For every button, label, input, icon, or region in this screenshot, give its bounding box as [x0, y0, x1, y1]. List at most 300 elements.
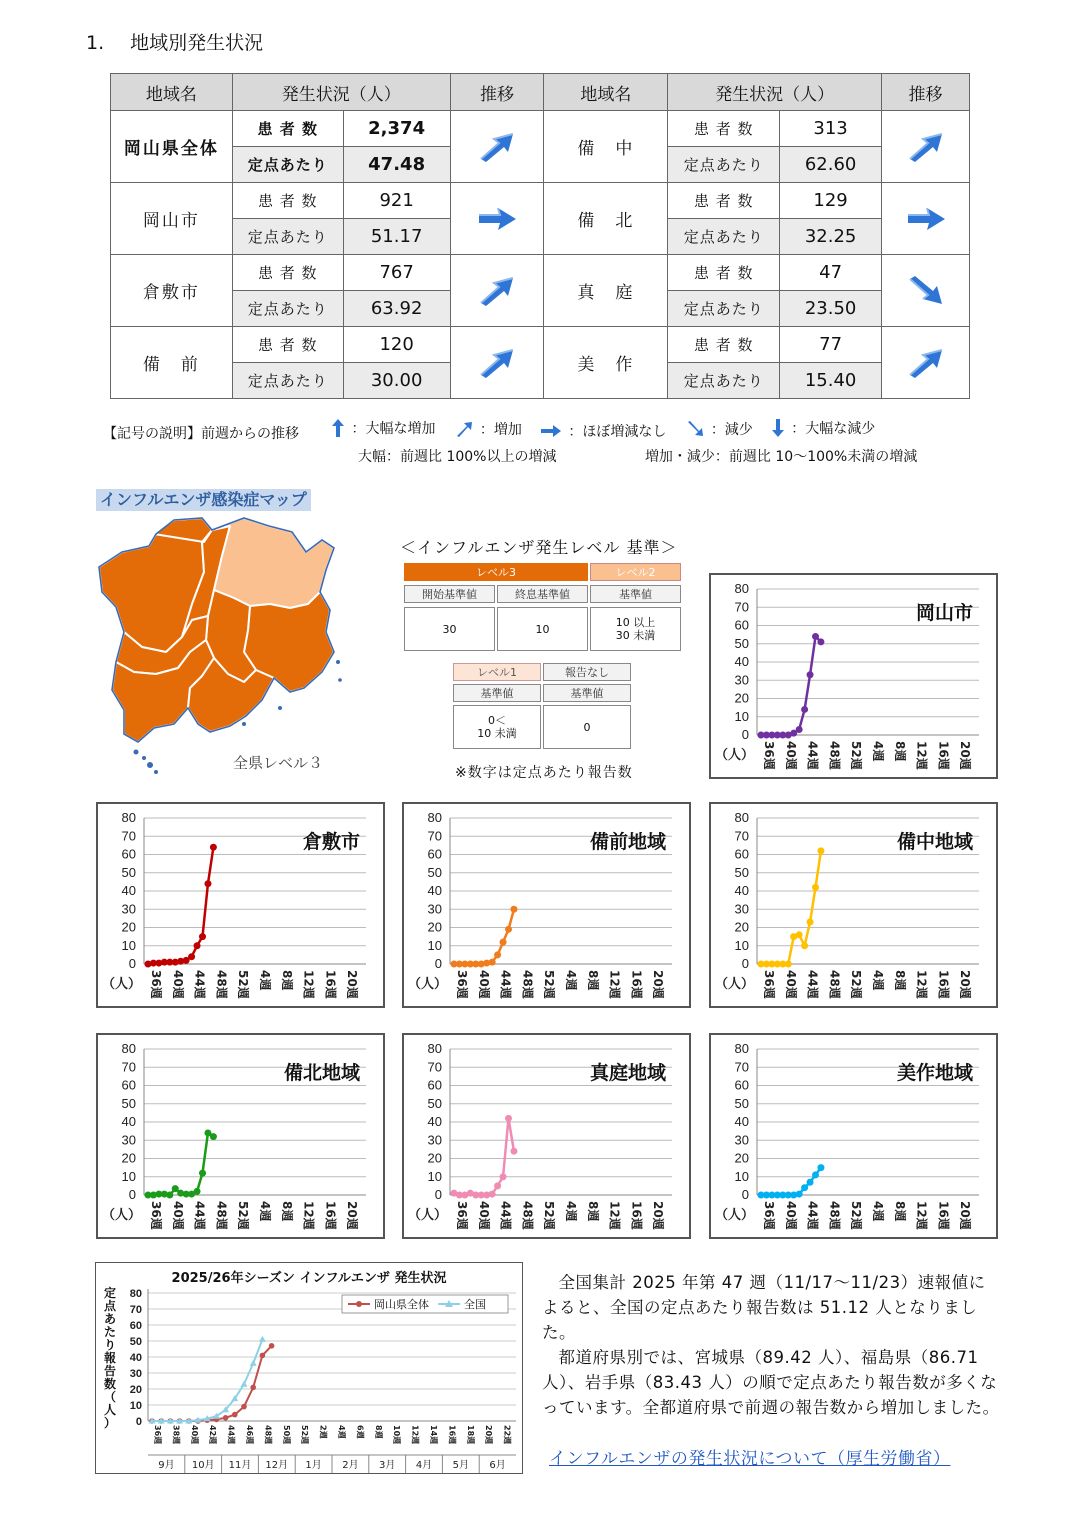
flat-icon: [451, 205, 544, 233]
y-tick-label: 70: [427, 828, 442, 844]
data-point: [796, 931, 803, 938]
map-title: インフルエンザ感染症マップ: [96, 489, 311, 511]
trend-cell: [882, 183, 970, 255]
data-point: [494, 1182, 501, 1189]
x-tick-label: 12週: [410, 1425, 420, 1445]
level-criteria-title: ＜インフルエンザ発生レベル 基準＞: [400, 538, 678, 557]
x-tick-label: 8週: [279, 970, 294, 991]
y-tick-label: 40: [734, 1114, 749, 1129]
label-patients: 患 者 数: [232, 111, 343, 147]
legend-label: ：増加: [479, 422, 522, 438]
level2-header: レベル2: [590, 563, 681, 581]
chart-title: 倉敷市: [302, 831, 360, 853]
trend-cell: [450, 183, 544, 255]
x-tick-label: 44週: [805, 970, 820, 999]
y-tick-label: 20: [734, 690, 749, 706]
region-name: 真 庭: [544, 255, 668, 327]
trend-cell: [450, 327, 544, 399]
header-status: 発生状況（人）: [232, 74, 450, 111]
season-chart-svg: [96, 1263, 522, 1473]
x-tick-label: 22週: [502, 1425, 512, 1445]
x-tick-label: 52週: [300, 1425, 310, 1445]
chart-title: 2025/26年シーズン インフルエンザ 発生状況: [171, 1271, 447, 1286]
decrease-icon: [685, 420, 705, 438]
chart-title: 真庭地域: [589, 1062, 666, 1084]
label-per-site: 定点あたり: [232, 363, 343, 399]
data-point: [500, 1173, 507, 1180]
y-tick-label: 40: [121, 1114, 136, 1129]
chart-bihoku: [96, 1033, 385, 1239]
y-tick-label: 80: [121, 1041, 136, 1056]
x-tick-label: 4週: [337, 1425, 346, 1439]
x-tick-label: 12週: [607, 1201, 622, 1230]
x-tick-label: 16週: [936, 741, 951, 770]
x-tick-label: 8週: [585, 970, 600, 991]
y-tick-label: 0: [128, 956, 136, 971]
data-point: [194, 1188, 201, 1195]
data-point: [801, 1184, 808, 1191]
series-line: [761, 851, 821, 964]
x-tick-label: 36週: [153, 1425, 162, 1445]
region-name: 岡山市: [111, 183, 233, 255]
x-tick-label: 48週: [214, 970, 229, 999]
regional-status-table: [110, 73, 970, 399]
x-tick-label: 40週: [783, 970, 798, 999]
series-line: [152, 1339, 262, 1421]
y-tick-label: 50: [734, 864, 749, 880]
per-site-value: 30.00: [343, 363, 450, 399]
legend-label: ：大幅な増加: [351, 421, 436, 437]
chart-title: 岡山市: [915, 602, 973, 624]
data-point: [241, 1404, 247, 1410]
y-tick-label: 50: [427, 864, 442, 880]
y-tick-label: 60: [427, 1077, 442, 1093]
chart-title: 備前地域: [589, 831, 666, 853]
national-summary: [542, 1270, 1002, 1420]
x-tick-label: 12週: [301, 1201, 316, 1230]
series-line: [148, 847, 213, 964]
y-tick-label: 40: [427, 883, 442, 898]
label-patients: 患 者 数: [232, 327, 343, 363]
x-tick-label: 44週: [226, 1425, 236, 1445]
data-point: [796, 726, 803, 733]
y-tick-label: 80: [734, 1041, 749, 1056]
y-tick-label: 10: [427, 1168, 442, 1184]
y-tick-label: 50: [734, 635, 749, 651]
per-site-value: 51.17: [343, 219, 450, 255]
y-tick-label: 0: [434, 956, 442, 971]
x-tick-label: 36週: [762, 1201, 776, 1230]
y-tick-label: 40: [734, 883, 749, 898]
y-tick-label: 10: [734, 1168, 749, 1184]
chart-svg: [98, 1035, 383, 1237]
y-tick-label: 70: [121, 828, 136, 844]
x-tick-label: 44週: [498, 970, 513, 999]
y-tick-label: 0: [128, 1187, 136, 1202]
label-per-site: 定点あたり: [668, 219, 780, 255]
x-tick-label: 20週: [651, 970, 666, 999]
x-tick-label: 4週: [258, 970, 272, 991]
label-patients: 患 者 数: [232, 183, 343, 219]
data-point: [801, 942, 808, 949]
level-note: ※数字は定点あたり報告数: [455, 765, 633, 781]
x-tick-label: 44週: [192, 970, 207, 999]
y-tick-label: 70: [734, 599, 749, 615]
data-point: [199, 933, 206, 940]
x-tick-label: 16週: [629, 970, 644, 999]
data-point: [812, 884, 819, 891]
legend-label: 全国: [464, 1298, 486, 1311]
increase-icon: [451, 131, 544, 163]
no-report-header: 報告なし: [543, 663, 631, 681]
trend-cell: [882, 111, 970, 183]
chart-kurashiki: [96, 802, 385, 1008]
level3-end-label: 終息基準値: [497, 585, 588, 603]
legend-label: ：大幅な減少: [791, 421, 876, 437]
x-tick-label: 52週: [849, 741, 864, 770]
table-row: [111, 183, 970, 219]
x-tick-label: 36週: [762, 741, 776, 770]
data-point: [489, 959, 496, 966]
region-name: 倉敷市: [111, 255, 233, 327]
data-point: [166, 1192, 173, 1199]
label-per-site: 定点あたり: [668, 363, 780, 399]
legend-item: [685, 419, 753, 439]
data-point: [269, 1343, 275, 1349]
legend-label: ：減少: [710, 422, 753, 438]
flat-icon: [882, 205, 969, 233]
x-tick-label: 52週: [849, 1201, 864, 1230]
chart-bizen: [402, 802, 691, 1008]
big-decrease-icon: [771, 418, 785, 438]
data-point: [199, 1170, 206, 1177]
x-tick-label: 36週: [149, 970, 163, 999]
y-tick-label: 70: [121, 1059, 136, 1075]
x-tick-label: 40週: [170, 970, 185, 999]
month-label: 4月: [415, 1460, 433, 1471]
level2-criteria-label: 基準値: [590, 585, 681, 603]
legend-note-normal: 増加・減少：前週比 10～100%未満の増減: [644, 449, 918, 465]
chart-svg: [98, 804, 383, 1006]
y-tick-label: 30: [734, 901, 749, 917]
x-tick-label: 4週: [871, 1201, 885, 1222]
data-point: [510, 1148, 517, 1155]
trend-cell: [450, 255, 544, 327]
x-tick-label: 52週: [236, 1201, 251, 1230]
patients-value: 313: [780, 111, 882, 147]
per-site-value: 32.25: [780, 219, 882, 255]
x-tick-label: 12週: [914, 1201, 929, 1230]
data-point: [812, 633, 819, 640]
level1-value-line1: 0＜: [488, 714, 506, 727]
y-tick-label: 0: [741, 727, 749, 742]
increase-icon: [882, 131, 969, 163]
y-tick-label: 50: [129, 1336, 142, 1348]
data-point: [232, 1412, 238, 1418]
y-tick-label: 40: [427, 1114, 442, 1129]
y-tick-label: 40: [121, 883, 136, 898]
y-tick-label: 10: [427, 937, 442, 953]
region-name: 備 北: [544, 183, 668, 255]
section-heading: [86, 28, 263, 55]
x-tick-label: 20週: [651, 1201, 666, 1230]
x-tick-label: 12週: [301, 970, 316, 999]
y-tick-label: 60: [121, 846, 136, 862]
x-tick-label: 36週: [455, 1201, 469, 1230]
chart-okayama-city: [709, 573, 998, 779]
y-tick-label: 20: [121, 1150, 136, 1166]
x-tick-label: 42週: [208, 1425, 218, 1445]
chart-mimasaka: [709, 1033, 998, 1239]
x-tick-label: 48週: [827, 1201, 842, 1230]
data-point: [807, 1179, 814, 1186]
x-tick-label: 46週: [245, 1425, 254, 1445]
increase-icon: [451, 347, 544, 379]
table-row: [111, 111, 970, 147]
y-tick-label: 50: [121, 1095, 136, 1111]
x-tick-label: 12週: [607, 970, 622, 999]
y-tick-label: 30: [129, 1368, 142, 1380]
y-tick-label: 60: [427, 846, 442, 862]
y-tick-label: 10: [734, 708, 749, 724]
patients-value: 47: [780, 255, 882, 291]
label-per-site: 定点あたり: [232, 291, 343, 327]
data-point: [204, 880, 211, 887]
y-unit-label: （人）: [408, 977, 448, 992]
x-tick-label: 12週: [914, 970, 929, 999]
y-tick-label: 60: [734, 617, 749, 633]
x-tick-label: 50週: [281, 1425, 291, 1445]
y-tick-label: 70: [734, 1059, 749, 1075]
x-tick-label: 52週: [236, 970, 251, 999]
legend-note-large: 大幅：前週比 100%以上の増減: [358, 449, 557, 465]
symbol-legend: [103, 418, 889, 443]
region-mimasaka: [212, 518, 334, 608]
series-line: [454, 909, 514, 964]
y-tick-label: 0: [135, 1416, 142, 1428]
decrease-icon: [882, 275, 969, 307]
data-point: [194, 942, 201, 949]
legend-item: [540, 421, 666, 441]
chart-title: 備北地域: [283, 1062, 360, 1084]
x-tick-label: 38週: [171, 1425, 181, 1445]
y-tick-label: 80: [734, 810, 749, 825]
x-tick-label: 8週: [279, 1201, 294, 1222]
big-increase-icon: [331, 418, 345, 438]
y-tick-label: 20: [121, 919, 136, 935]
header-status: 発生状況（人）: [668, 74, 882, 111]
level1-value: [453, 705, 541, 749]
y-unit-label: （人）: [408, 1208, 448, 1223]
level1-header: レベル1: [453, 663, 541, 681]
increase-icon: [454, 420, 474, 438]
section-title: 地域別発生状況: [130, 32, 264, 54]
label-per-site: 定点あたり: [668, 291, 780, 327]
x-tick-label: 48週: [520, 1201, 535, 1230]
x-tick-label: 16週: [447, 1425, 457, 1445]
y-label-char: 人: [103, 1403, 117, 1417]
patients-value: 2,374: [343, 111, 450, 147]
chart-svg: [404, 1035, 689, 1237]
y-tick-label: 30: [734, 672, 749, 688]
region-name: 備 中: [544, 111, 668, 183]
x-tick-label: 44週: [805, 1201, 820, 1230]
x-tick-label: 18週: [465, 1425, 475, 1445]
increase-icon: [882, 347, 969, 379]
map-level-label: 全県レベル３: [233, 754, 324, 772]
patients-value: 767: [343, 255, 450, 291]
per-site-value: 47.48: [343, 147, 450, 183]
per-site-value: 63.92: [343, 291, 450, 327]
trend-cell: [882, 327, 970, 399]
y-tick-label: 80: [427, 810, 442, 825]
y-tick-label: 70: [129, 1304, 142, 1316]
x-tick-label: 20週: [345, 1201, 360, 1230]
patients-value: 120: [343, 327, 450, 363]
table-header-row: [111, 74, 970, 111]
header-region: 地域名: [111, 74, 233, 111]
y-tick-label: 30: [121, 901, 136, 917]
x-tick-label: 16週: [936, 1201, 951, 1230]
level3-start-label: 開始基準値: [404, 585, 495, 603]
no-report-criteria-label: 基準値: [543, 684, 631, 702]
chart-svg: [711, 1035, 996, 1237]
series-line: [454, 1118, 514, 1195]
data-point: [801, 706, 808, 713]
y-unit-label: （人）: [715, 748, 755, 763]
y-tick-label: 40: [129, 1352, 142, 1364]
x-tick-label: 40週: [476, 970, 491, 999]
per-site-value: 62.60: [780, 147, 882, 183]
x-tick-label: 20週: [958, 1201, 973, 1230]
x-tick-label: 12週: [914, 741, 929, 770]
label-patients: 患 者 数: [668, 111, 780, 147]
x-tick-label: 48週: [827, 741, 842, 770]
patients-value: 921: [343, 183, 450, 219]
y-tick-label: 60: [734, 846, 749, 862]
y-label-char: 点: [103, 1299, 117, 1313]
no-report-value: 0: [543, 705, 631, 749]
table-row: [111, 327, 970, 363]
x-tick-label: 8週: [892, 741, 907, 762]
y-unit-label: （人）: [102, 1208, 142, 1223]
series-line: [761, 636, 821, 735]
summary-paragraph-2: 都道府県別では、宮城県（89.42 人）、福島県（86.71 人）、岩手県（83.43 人）の順で定点あたり報告数が多くなっています。全都道府県で前週の報告数から増加しました。: [542, 1348, 1000, 1417]
x-tick-label: 48週: [214, 1201, 229, 1230]
x-tick-label: 2週: [318, 1425, 328, 1439]
x-tick-label: 8週: [892, 1201, 907, 1222]
data-point: [241, 1381, 248, 1387]
x-tick-label: 4週: [564, 1201, 578, 1222]
data-point: [796, 1191, 803, 1198]
x-tick-label: 6週: [355, 1425, 365, 1439]
x-tick-label: 40週: [783, 741, 798, 770]
y-tick-label: 30: [121, 1132, 136, 1148]
y-tick-label: 80: [427, 1041, 442, 1056]
level3-end-value: 10: [497, 607, 588, 651]
data-point: [210, 844, 217, 851]
x-tick-label: 52週: [542, 1201, 557, 1230]
level2-value-line1: 10 以上: [615, 616, 656, 629]
per-site-value: 15.40: [780, 363, 882, 399]
y-tick-label: 10: [129, 1400, 142, 1412]
x-tick-label: 16週: [323, 1201, 338, 1230]
month-label: 5月: [452, 1460, 469, 1471]
region-name: 岡山県全体: [111, 111, 233, 183]
data-point: [188, 953, 195, 960]
y-tick-label: 50: [734, 1095, 749, 1111]
data-point: [505, 926, 512, 933]
level1-value-line2: 10 未満: [477, 727, 517, 740]
summary-paragraph-1: 全国集計 2025 年第 47 週（11/17～11/23）速報値によると、全国の定点あたり報告数は 51.12 人となりました。: [542, 1273, 986, 1342]
month-label: 10月: [191, 1460, 215, 1471]
flat-icon: [540, 424, 562, 438]
x-tick-label: 40週: [783, 1201, 798, 1230]
x-tick-label: 40週: [170, 1201, 185, 1230]
data-point: [489, 1191, 496, 1198]
patients-value: 129: [780, 183, 882, 219]
y-label-char: ）: [103, 1416, 117, 1430]
y-unit-label: （人）: [715, 977, 755, 992]
label-patients: 患 者 数: [668, 255, 780, 291]
y-tick-label: 10: [121, 937, 136, 953]
okayama-prefecture-map: [94, 512, 344, 777]
y-tick-label: 40: [734, 654, 749, 669]
y-label-char: 告: [103, 1364, 117, 1378]
legend-marker: [356, 1301, 362, 1307]
data-point: [172, 1185, 179, 1192]
data-point: [494, 951, 501, 958]
y-tick-label: 80: [129, 1288, 142, 1300]
y-tick-label: 20: [129, 1384, 142, 1396]
y-tick-label: 60: [129, 1320, 142, 1332]
x-tick-label: 20週: [345, 970, 360, 999]
table-row: [111, 255, 970, 291]
header-trend: 推移: [450, 74, 544, 111]
data-point: [812, 1171, 819, 1178]
y-tick-label: 20: [427, 1150, 442, 1166]
y-tick-label: 30: [734, 1132, 749, 1148]
chart-maniwa: [402, 1033, 691, 1239]
x-tick-label: 44週: [805, 741, 820, 770]
x-tick-label: 14週: [429, 1425, 438, 1445]
x-tick-label: 20週: [484, 1425, 494, 1445]
legend-notes: [358, 446, 917, 466]
x-tick-label: 4週: [564, 970, 578, 991]
level3-header: レベル3: [404, 563, 588, 581]
y-tick-label: 0: [741, 1187, 749, 1202]
mhlw-link[interactable]: インフルエンザの発生状況について（厚生労働省）: [549, 1449, 951, 1469]
chart-bicchu: [709, 802, 998, 1008]
x-tick-label: 4週: [871, 970, 885, 991]
data-point: [250, 1360, 257, 1366]
x-tick-label: 48週: [520, 970, 535, 999]
data-point: [817, 638, 824, 645]
x-tick-label: 20週: [958, 970, 973, 999]
legend-label: 岡山県全体: [374, 1298, 429, 1311]
month-label: 6月: [489, 1460, 506, 1471]
y-tick-label: 80: [121, 810, 136, 825]
x-tick-label: 8週: [585, 1201, 600, 1222]
x-tick-label: 40週: [476, 1201, 491, 1230]
y-tick-label: 80: [734, 581, 749, 596]
y-label-char: り: [103, 1338, 117, 1352]
y-tick-label: 20: [734, 919, 749, 935]
y-unit-label: （人）: [715, 1208, 755, 1223]
data-point: [807, 671, 814, 678]
y-label-char: 定: [103, 1286, 117, 1300]
y-label-char: た: [103, 1325, 117, 1339]
